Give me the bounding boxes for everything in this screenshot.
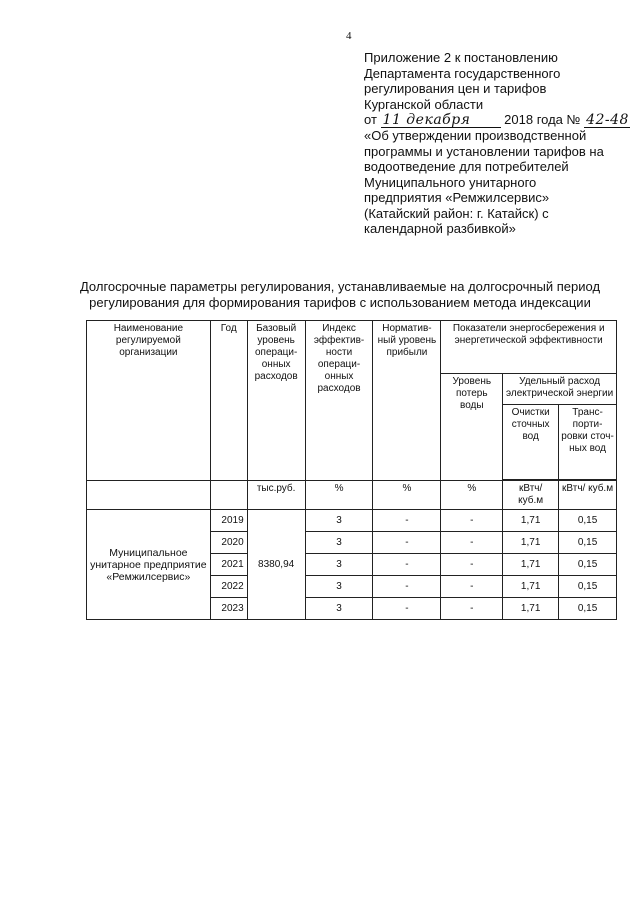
header-transport: Транс-порти-ровки сточ-ных вод <box>559 405 617 480</box>
row-profit: - <box>373 510 441 532</box>
row-profit: - <box>373 576 441 598</box>
header-water-losses: Уровень потерь воды <box>441 374 503 481</box>
row-profit: - <box>373 532 441 554</box>
row-profit: - <box>373 598 441 620</box>
header-efficiency-index: Индекс эффектив-ности операци-онных расходов <box>305 321 373 481</box>
row-index: 3 <box>305 510 373 532</box>
row-losses: - <box>441 510 503 532</box>
appendix-title-7: календарной разбивкой» <box>364 221 516 236</box>
appendix-date-line <box>364 112 629 128</box>
header-treatment: Очистки сточных вод <box>503 405 559 480</box>
appendix-title-1: «Об утверждении производственной <box>364 128 587 143</box>
page-number: 4 <box>346 30 352 42</box>
from-label: от <box>364 112 377 127</box>
row-index: 3 <box>305 576 373 598</box>
row-treatment: 1,71 <box>503 598 559 620</box>
organization-name: Муниципальное унитарное предприятие «Ремжилсервис» <box>87 510 211 620</box>
row-index: 3 <box>305 532 373 554</box>
appendix-line-1: Приложение 2 к постановлению <box>364 50 558 65</box>
handwritten-number: 42-48 <box>586 112 629 128</box>
table-row <box>87 510 617 532</box>
row-year: 2021 <box>210 554 247 576</box>
row-treatment: 1,71 <box>503 532 559 554</box>
row-index: 3 <box>305 554 373 576</box>
row-transport: 0,15 <box>559 598 617 620</box>
base-cost-value: 8380,94 <box>247 510 305 620</box>
row-year: 2022 <box>210 576 247 598</box>
header-specific-consumption: Удельный расход электрической энергии <box>503 374 617 405</box>
unit-treatment: кВтч/ куб.м <box>503 481 559 510</box>
appendix-title-6: (Катайский район: г. Катайск) с <box>364 205 549 221</box>
appendix-title-4: Муниципального унитарного <box>364 174 537 190</box>
row-transport: 0,15 <box>559 510 617 532</box>
unit-base: тыс.руб. <box>247 481 305 510</box>
unit-index: % <box>305 481 373 510</box>
unit-losses: % <box>441 481 503 510</box>
row-transport: 0,15 <box>559 554 617 576</box>
appendix-block <box>364 50 629 237</box>
handwritten-date: 11 декабря <box>381 114 501 128</box>
appendix-line-2: Департамента государственного <box>364 65 561 81</box>
heading-line-1: Долгосрочные параметры регулирования, устанавливаемые на долгосрочный период <box>79 279 601 294</box>
heading-line-2: регулирования для формирования тарифов с использованием метода индексации <box>89 295 591 310</box>
row-losses: - <box>441 554 503 576</box>
units-row <box>87 481 617 510</box>
row-losses: - <box>441 598 503 620</box>
year-text: 2018 года № <box>504 112 581 127</box>
row-treatment: 1,71 <box>503 554 559 576</box>
row-treatment: 1,71 <box>503 510 559 532</box>
appendix-line-4: Курганской области <box>364 96 484 112</box>
unit-transport: кВтч/ куб.м <box>559 481 617 510</box>
parameters-table <box>86 320 617 620</box>
header-org: Наименование регулируемой организации <box>87 321 211 481</box>
row-losses: - <box>441 576 503 598</box>
row-year: 2020 <box>210 532 247 554</box>
row-profit: - <box>373 554 441 576</box>
header-base-cost: Базовый уровень операци-онных расходов <box>247 321 305 481</box>
appendix-title-2: программы и установлении тарифов на <box>364 143 604 159</box>
header-year: Год <box>210 321 247 481</box>
row-transport: 0,15 <box>559 576 617 598</box>
header-profit-level: Норматив-ный уровень прибыли <box>373 321 441 481</box>
appendix-title-5: предприятия «Ремжилсервис» <box>364 190 550 205</box>
header-energy: Показатели энергосбережения и энергетической эффективности <box>441 321 617 374</box>
row-year: 2019 <box>210 510 247 532</box>
appendix-title-3: водоотведение для потребителей <box>364 159 569 174</box>
unit-profit: % <box>373 481 441 510</box>
appendix-line-3: регулирования цен и тарифов <box>364 81 547 96</box>
row-index: 3 <box>305 598 373 620</box>
row-treatment: 1,71 <box>503 576 559 598</box>
document-heading <box>60 279 620 311</box>
row-losses: - <box>441 532 503 554</box>
row-year: 2023 <box>210 598 247 620</box>
row-transport: 0,15 <box>559 532 617 554</box>
